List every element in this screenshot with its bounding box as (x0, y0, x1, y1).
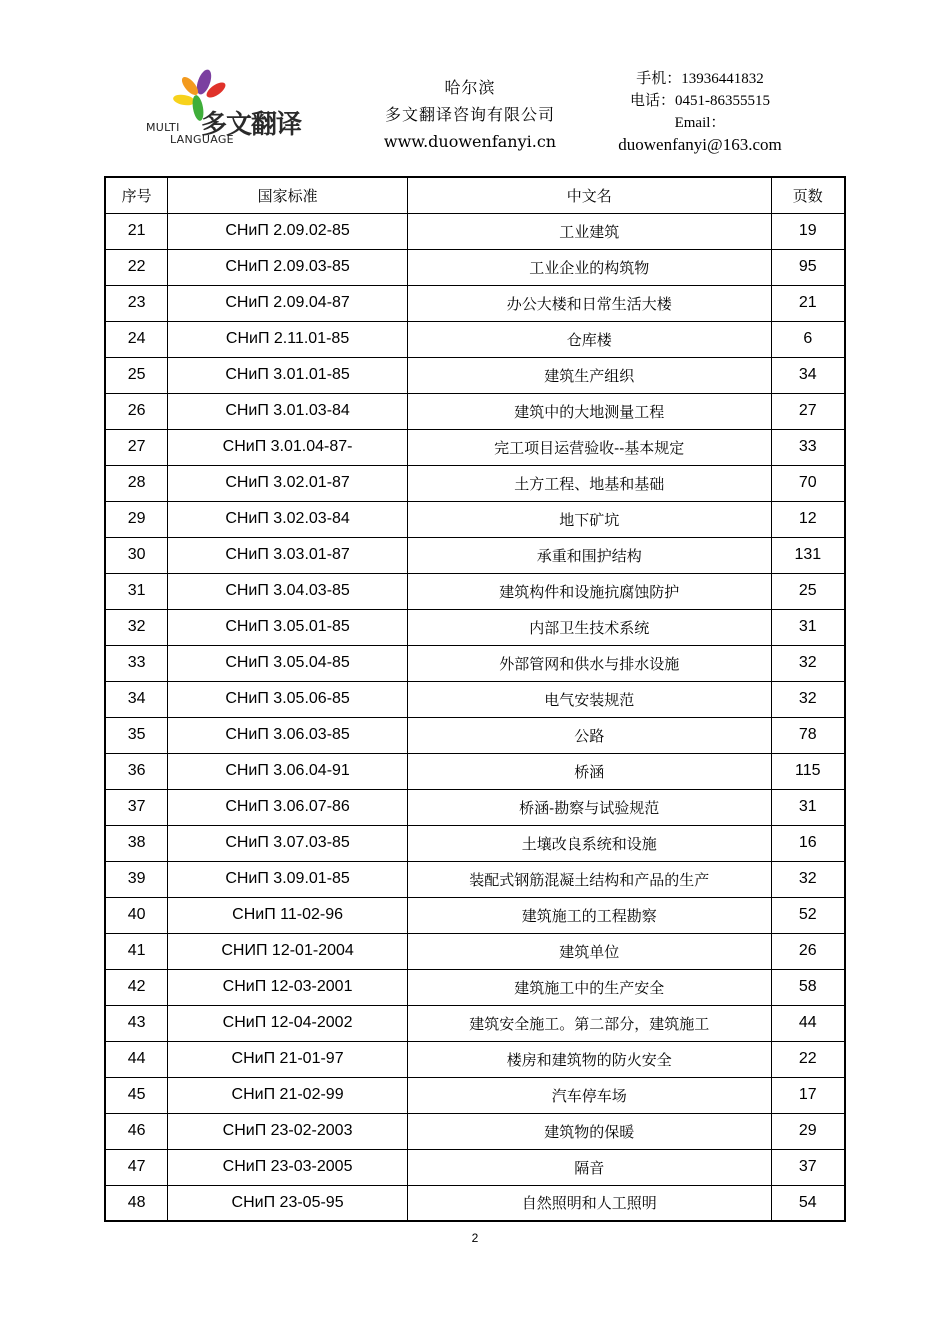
table-row (105, 1041, 845, 1077)
cell-pages: 32 (771, 861, 845, 897)
cell-pages: 37 (771, 1149, 845, 1185)
cell-chinese-name: 承重和围护结构 (407, 537, 771, 573)
table-row (105, 861, 845, 897)
table-row (105, 213, 845, 249)
cell-standard: СНиП 3.09.01-85 (168, 861, 407, 897)
cell-pages: 26 (771, 933, 845, 969)
cell-pages: 25 (771, 573, 845, 609)
company-name: 多文翻译咨询有限公司 (384, 105, 555, 124)
logo-brand-en-2: LANGUAGE (170, 133, 234, 146)
cell-chinese-name: 隔音 (407, 1149, 771, 1185)
table-row (105, 1077, 845, 1113)
cell-index: 28 (105, 465, 168, 501)
table-row (105, 321, 845, 357)
cell-chinese-name: 汽车停车场 (407, 1077, 771, 1113)
cell-index: 34 (105, 681, 168, 717)
cell-standard: СНиП 3.01.01-85 (168, 357, 407, 393)
cell-chinese-name: 土方工程、地基和基础 (407, 465, 771, 501)
table-row (105, 465, 845, 501)
cell-standard: СНиП 3.06.04-91 (168, 753, 407, 789)
cell-chinese-name: 完工项目运营验收--基本规定 (407, 429, 771, 465)
contact-email-label: Email： (674, 115, 726, 131)
cell-chinese-name: 装配式钢筋混凝土结构和产品的生产 (407, 861, 771, 897)
table-body (105, 213, 845, 1221)
cell-index: 43 (105, 1005, 168, 1041)
cell-standard: СНиП 3.07.03-85 (168, 825, 407, 861)
cell-chinese-name: 建筑中的大地测量工程 (407, 393, 771, 429)
cell-chinese-name: 楼房和建筑物的防火安全 (407, 1041, 771, 1077)
cell-pages: 34 (771, 357, 845, 393)
table-row (105, 357, 845, 393)
table-row (105, 645, 845, 681)
table-row (105, 1005, 845, 1041)
column-header-pages: 页数 (771, 177, 845, 213)
cell-chinese-name: 桥涵 (407, 753, 771, 789)
cell-chinese-name: 建筑安全施工。第二部分，建筑施工 (407, 1005, 771, 1041)
cell-chinese-name: 地下矿坑 (407, 501, 771, 537)
company-city: 哈尔滨 (444, 78, 496, 97)
cell-pages: 22 (771, 1041, 845, 1077)
cell-chinese-name: 仓库楼 (407, 321, 771, 357)
cell-standard: СНиП 3.04.03-85 (168, 573, 407, 609)
cell-standard: СНиП 3.02.03-84 (168, 501, 407, 537)
cell-index: 21 (105, 213, 168, 249)
table-row (105, 825, 845, 861)
cell-index: 35 (105, 717, 168, 753)
cell-index: 24 (105, 321, 168, 357)
cell-standard: СНиП 3.05.06-85 (168, 681, 407, 717)
cell-standard: СНиП 21-02-99 (168, 1077, 407, 1113)
column-header-index: 序号 (105, 177, 168, 213)
table-row (105, 573, 845, 609)
cell-pages: 32 (771, 645, 845, 681)
cell-index: 30 (105, 537, 168, 573)
cell-standard: СНиП 3.06.03-85 (168, 717, 407, 753)
cell-pages: 54 (771, 1185, 845, 1221)
cell-index: 25 (105, 357, 168, 393)
cell-pages: 58 (771, 969, 845, 1005)
cell-standard: СНиП 2.09.02-85 (168, 213, 407, 249)
table-row (105, 681, 845, 717)
cell-chinese-name: 工业企业的构筑物 (407, 249, 771, 285)
contact-phone: 电话：0451-86355515 (630, 93, 770, 109)
cell-pages: 29 (771, 1113, 845, 1149)
column-header-chinese-name: 中文名 (407, 177, 771, 213)
table-row (105, 249, 845, 285)
cell-pages: 19 (771, 213, 845, 249)
cell-index: 31 (105, 573, 168, 609)
table-row (105, 897, 845, 933)
table-row (105, 285, 845, 321)
cell-pages: 33 (771, 429, 845, 465)
cell-index: 48 (105, 1185, 168, 1221)
cell-standard: СНиП 2.09.03-85 (168, 249, 407, 285)
cell-standard: СНиП 23-02-2003 (168, 1113, 407, 1149)
cell-index: 47 (105, 1149, 168, 1185)
cell-standard: СНиП 2.09.04-87 (168, 285, 407, 321)
table-row (105, 501, 845, 537)
cell-chinese-name: 外部管网和供水与排水设施 (407, 645, 771, 681)
cell-index: 33 (105, 645, 168, 681)
page-number: 2 (471, 1231, 479, 1245)
cell-standard: СНИП 12-01-2004 (168, 933, 407, 969)
cell-pages: 32 (771, 681, 845, 717)
cell-chinese-name: 建筑施工中的生产安全 (407, 969, 771, 1005)
cell-pages: 70 (771, 465, 845, 501)
contact-mobile: 手机：13936441832 (636, 71, 764, 87)
cell-standard: СНиП 12-04-2002 (168, 1005, 407, 1041)
cell-chinese-name: 电气安装规范 (407, 681, 771, 717)
cell-index: 26 (105, 393, 168, 429)
cell-pages: 16 (771, 825, 845, 861)
cell-pages: 44 (771, 1005, 845, 1041)
company-logo (146, 68, 316, 150)
cell-standard: СНиП 3.05.04-85 (168, 645, 407, 681)
logo-brand-en-1: MULTI (146, 121, 180, 134)
cell-standard: СНиП 23-03-2005 (168, 1149, 407, 1185)
cell-pages: 12 (771, 501, 845, 537)
cell-index: 44 (105, 1041, 168, 1077)
cell-chinese-name: 工业建筑 (407, 213, 771, 249)
cell-pages: 131 (771, 537, 845, 573)
cell-index: 37 (105, 789, 168, 825)
cell-index: 36 (105, 753, 168, 789)
cell-chinese-name: 桥涵-勘察与试验规范 (407, 789, 771, 825)
cell-chinese-name: 建筑构件和设施抗腐蚀防护 (407, 573, 771, 609)
table-row (105, 1149, 845, 1185)
cell-standard: СНиП 3.06.07-86 (168, 789, 407, 825)
cell-pages: 31 (771, 789, 845, 825)
cell-index: 40 (105, 897, 168, 933)
cell-index: 23 (105, 285, 168, 321)
table-row (105, 933, 845, 969)
table-row (105, 1185, 845, 1221)
company-info (350, 74, 590, 155)
table-header-row (105, 177, 845, 213)
table-row (105, 393, 845, 429)
table-row (105, 789, 845, 825)
cell-standard: СНиП 3.03.01-87 (168, 537, 407, 573)
cell-chinese-name: 内部卫生技术系统 (407, 609, 771, 645)
table-row (105, 537, 845, 573)
cell-pages: 6 (771, 321, 845, 357)
cell-pages: 78 (771, 717, 845, 753)
cell-standard: СНиП 11-02-96 (168, 897, 407, 933)
cell-standard: СНиП 3.05.01-85 (168, 609, 407, 645)
standards-table (104, 176, 846, 1222)
cell-chinese-name: 自然照明和人工照明 (407, 1185, 771, 1221)
cell-index: 29 (105, 501, 168, 537)
cell-chinese-name: 建筑施工的工程勘察 (407, 897, 771, 933)
cell-index: 39 (105, 861, 168, 897)
cell-chinese-name: 建筑物的保暖 (407, 1113, 771, 1149)
cell-pages: 52 (771, 897, 845, 933)
table-row (105, 429, 845, 465)
cell-pages: 21 (771, 285, 845, 321)
cell-chinese-name: 土壤改良系统和设施 (407, 825, 771, 861)
cell-standard: СНиП 12-03-2001 (168, 969, 407, 1005)
cell-standard: СНиП 3.01.04-87- (168, 429, 407, 465)
cell-index: 41 (105, 933, 168, 969)
cell-index: 38 (105, 825, 168, 861)
cell-chinese-name: 建筑单位 (407, 933, 771, 969)
table-row (105, 969, 845, 1005)
cell-index: 22 (105, 249, 168, 285)
cell-index: 42 (105, 969, 168, 1005)
cell-index: 32 (105, 609, 168, 645)
logo-brand-cn: 多文翻译 (201, 110, 302, 140)
cell-standard: СНиП 23-05-95 (168, 1185, 407, 1221)
cell-chinese-name: 办公大楼和日常生活大楼 (407, 285, 771, 321)
cell-index: 46 (105, 1113, 168, 1149)
cell-pages: 17 (771, 1077, 845, 1113)
cell-standard: СНиП 21-01-97 (168, 1041, 407, 1077)
cell-index: 27 (105, 429, 168, 465)
cell-standard: СНиП 3.01.03-84 (168, 393, 407, 429)
cell-chinese-name: 建筑生产组织 (407, 357, 771, 393)
table-row (105, 717, 845, 753)
cell-pages: 95 (771, 249, 845, 285)
cell-standard: СНиП 2.11.01-85 (168, 321, 407, 357)
table-row (105, 609, 845, 645)
cell-standard: СНиП 3.02.01-87 (168, 465, 407, 501)
table-row (105, 753, 845, 789)
cell-chinese-name: 公路 (407, 717, 771, 753)
cell-pages: 115 (771, 753, 845, 789)
cell-pages: 27 (771, 393, 845, 429)
company-website[interactable]: www.duowenfanyi.cn (383, 132, 557, 151)
column-header-standard: 国家标准 (168, 177, 407, 213)
contact-email[interactable]: duowenfanyi@163.com (618, 135, 782, 154)
cell-pages: 31 (771, 609, 845, 645)
cell-index: 45 (105, 1077, 168, 1113)
table-row (105, 1113, 845, 1149)
contact-info (600, 68, 800, 156)
page-header (0, 0, 950, 170)
